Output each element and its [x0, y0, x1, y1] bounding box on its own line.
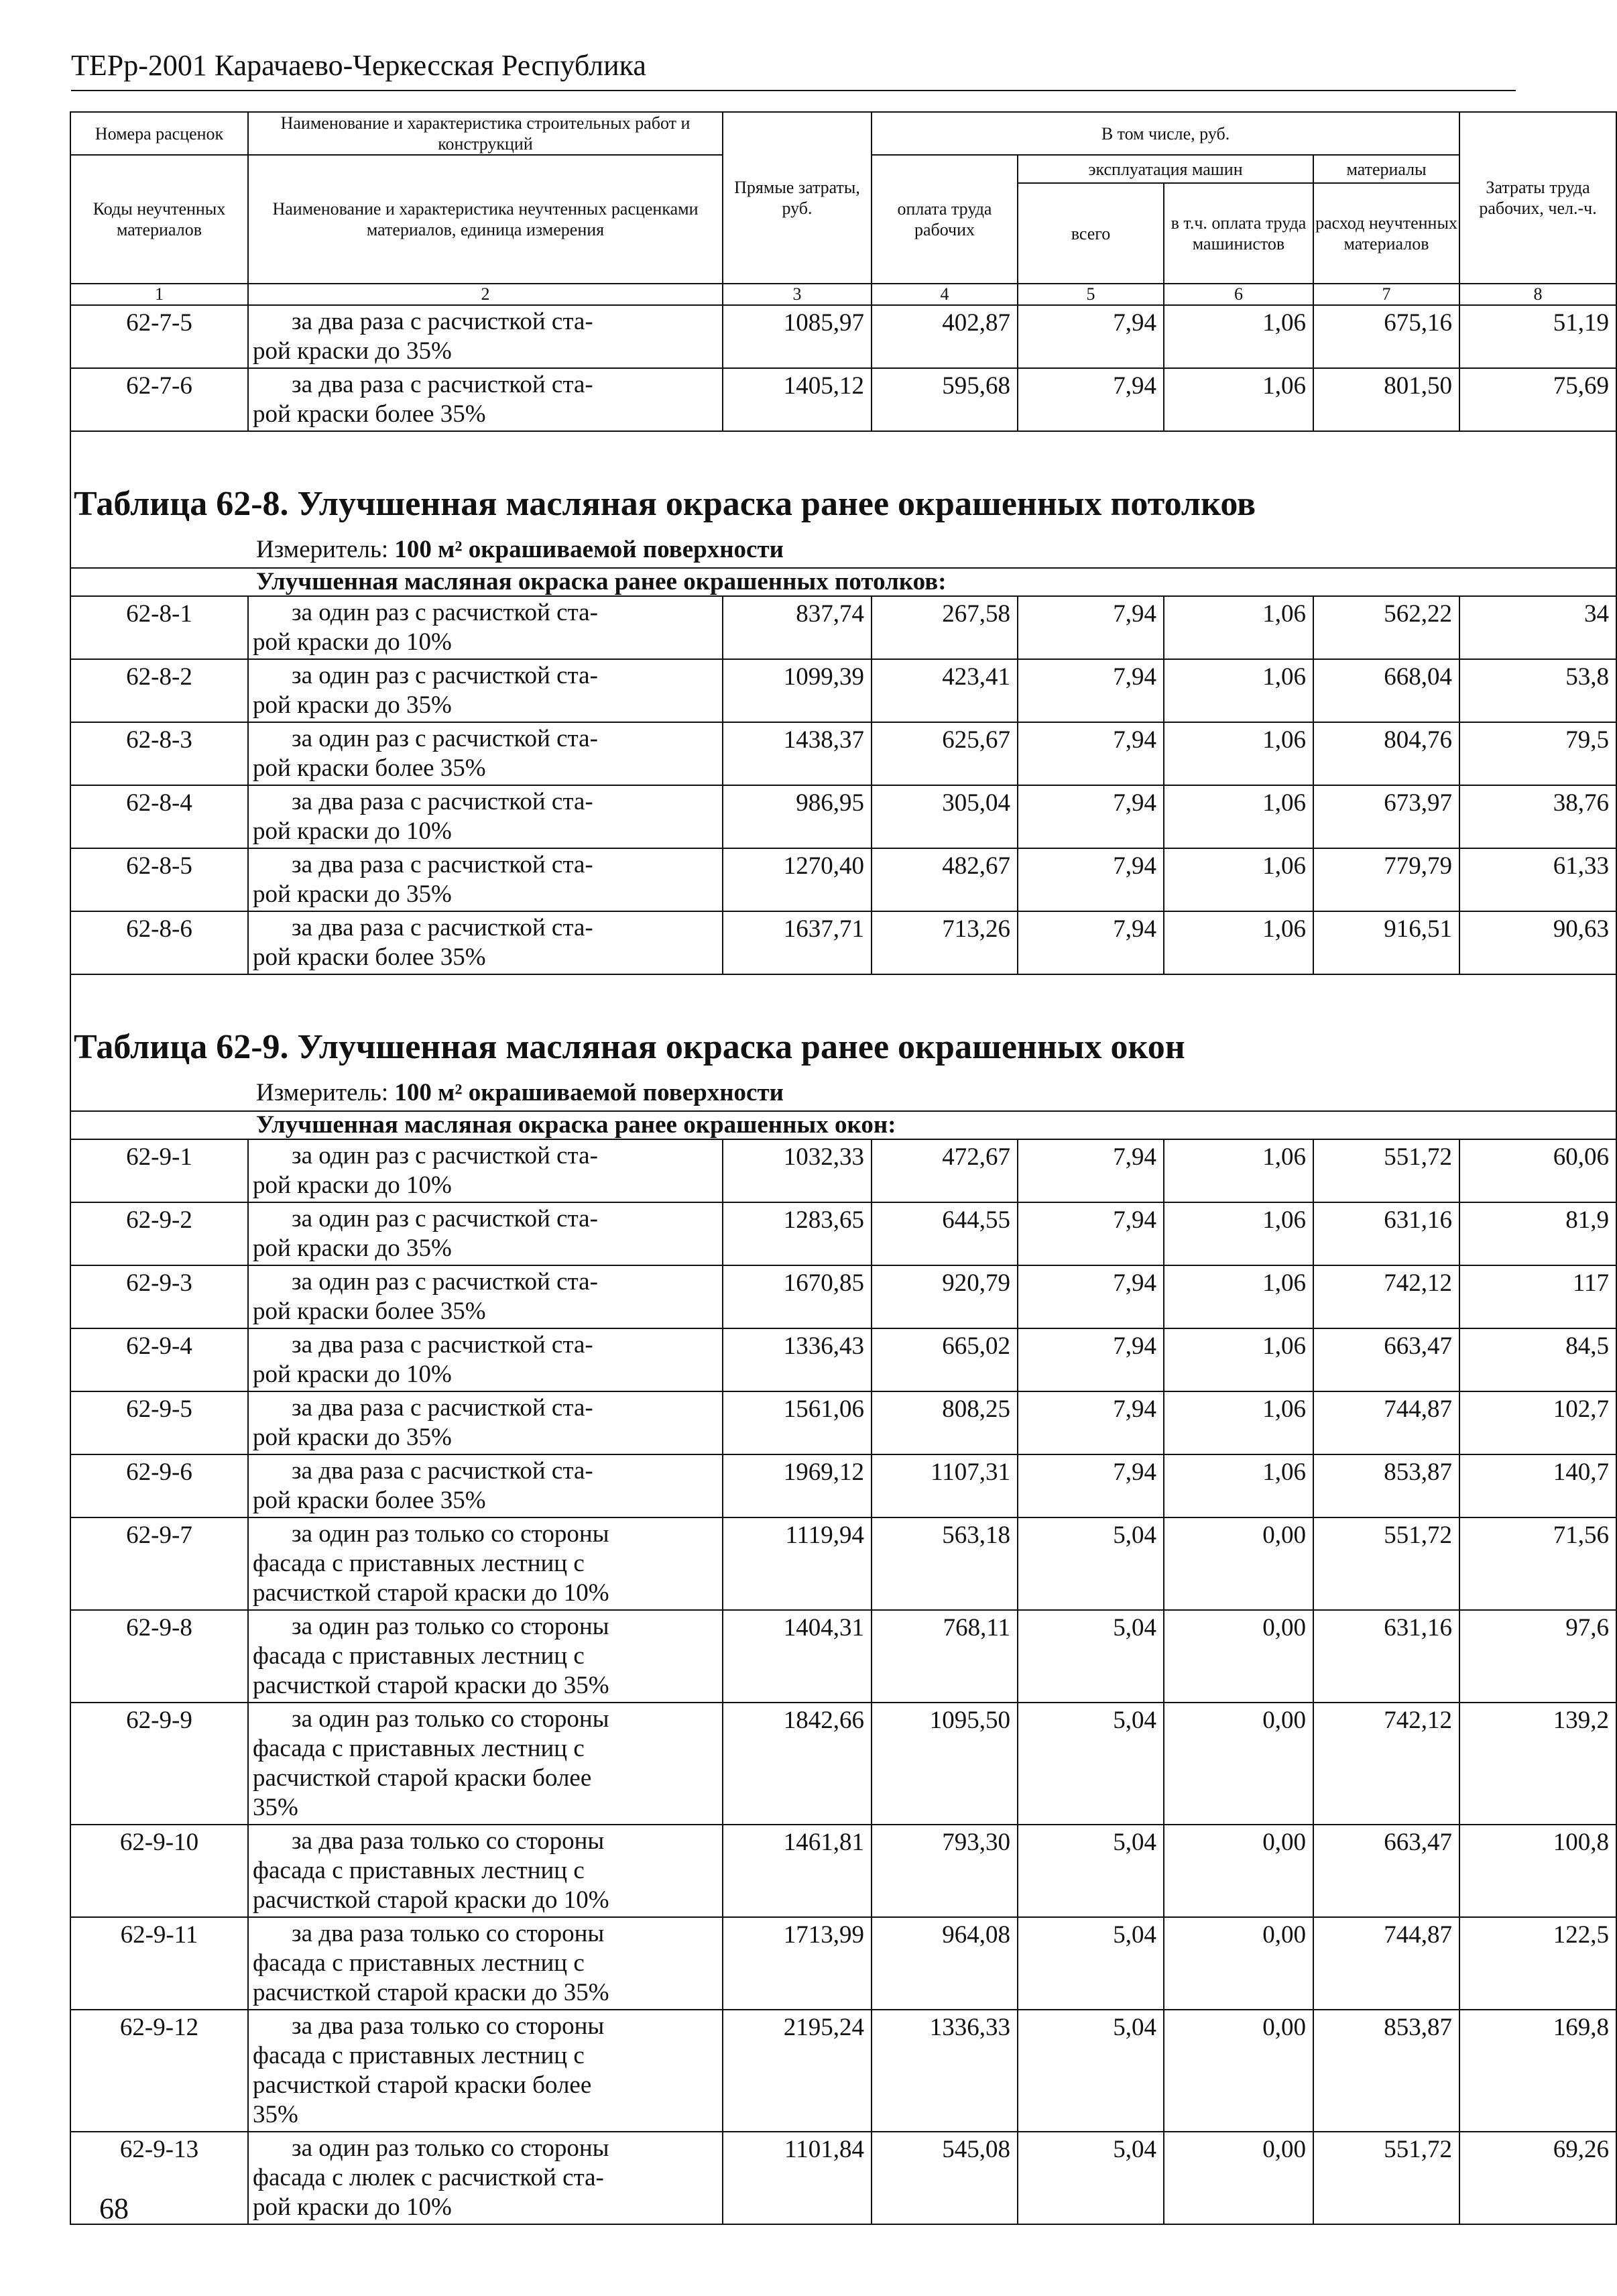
description-line: фасада с приставных лестниц с — [253, 1550, 585, 1578]
cell-materials-cost: 551,72 — [1313, 1517, 1459, 1610]
cell-machine-ops: 5,04 — [1018, 2010, 1164, 2132]
description-line: фасада с приставных лестниц с — [253, 1949, 585, 1977]
description-line: 35% — [253, 2101, 298, 2129]
cell-machinist-pay: 1,06 — [1164, 596, 1313, 659]
cell-direct-costs: 1336,43 — [723, 1328, 872, 1391]
row-description — [248, 1454, 723, 1517]
col-number: 6 — [1164, 284, 1313, 305]
cell-labor-pay: 713,26 — [872, 911, 1018, 974]
description-line: фасада с приставных лестниц с — [253, 2042, 585, 2070]
table-row — [70, 368, 1616, 431]
row-code: 62-8-3 — [70, 722, 248, 785]
cell-machinist-pay: 1,06 — [1164, 848, 1313, 911]
row-code: 62-9-12 — [70, 2010, 248, 2132]
cell-labor-hours: 81,9 — [1459, 1202, 1616, 1265]
description-line: рой краски до 35% — [253, 880, 452, 909]
cell-machine-ops: 7,94 — [1018, 1265, 1164, 1328]
row-code: 62-9-6 — [70, 1454, 248, 1517]
cell-machine-ops: 5,04 — [1018, 1825, 1164, 1917]
description-line: за один раз с расчисткой ста- — [292, 599, 598, 627]
description-line: рой краски до 35% — [253, 1235, 452, 1263]
header-machine-total: всего — [1018, 183, 1164, 284]
row-description — [248, 1391, 723, 1454]
row-description — [248, 785, 723, 848]
row-description — [248, 2132, 723, 2224]
description-line: за один раз с расчисткой ста- — [292, 662, 598, 690]
cell-labor-pay: 563,18 — [872, 1517, 1018, 1610]
row-code: 62-8-2 — [70, 659, 248, 722]
cell-direct-costs: 1119,94 — [723, 1517, 872, 1610]
cell-materials-cost: 663,47 — [1313, 1825, 1459, 1917]
row-description — [248, 1328, 723, 1391]
cell-labor-pay: 1336,33 — [872, 2010, 1018, 2132]
cell-machinist-pay: 0,00 — [1164, 1517, 1313, 1610]
description-line: фасада с приставных лестниц с — [253, 1857, 585, 1885]
description-line: 35% — [253, 1794, 298, 1822]
meter-value: 100 м² окрашиваемой поверхности — [394, 1079, 784, 1107]
table-row — [70, 1454, 1616, 1517]
table-row — [70, 1703, 1616, 1825]
rows-62-7 — [70, 305, 1616, 431]
table-row — [70, 2132, 1616, 2224]
cell-direct-costs: 837,74 — [723, 596, 872, 659]
description-line: рой краски до 10% — [253, 1361, 452, 1389]
cell-machinist-pay: 1,06 — [1164, 1454, 1313, 1517]
col-number: 1 — [70, 284, 248, 305]
row-description — [248, 1139, 723, 1202]
cell-machine-ops: 5,04 — [1018, 2132, 1164, 2224]
cell-labor-hours: 69,26 — [1459, 2132, 1616, 2224]
table-62-8-meter — [70, 535, 1616, 568]
row-description — [248, 1825, 723, 1917]
cell-direct-costs: 1099,39 — [723, 659, 872, 722]
cell-labor-pay: 964,08 — [872, 1917, 1018, 2010]
cell-direct-costs: 986,95 — [723, 785, 872, 848]
description-line: фасада с приставных лестниц с — [253, 1735, 585, 1763]
col-number: 7 — [1313, 284, 1459, 305]
table-row — [70, 722, 1616, 785]
description-line: рой краски более 35% — [253, 1298, 486, 1326]
cell-machine-ops: 5,04 — [1018, 1517, 1164, 1610]
description-line: за два раза только со стороны — [292, 1827, 605, 1855]
row-description — [248, 305, 723, 368]
cell-machinist-pay: 1,06 — [1164, 1265, 1313, 1328]
description-line: за два раза с расчисткой ста- — [292, 851, 593, 879]
cell-machine-ops: 5,04 — [1018, 1703, 1164, 1825]
cell-materials-cost: 779,79 — [1313, 848, 1459, 911]
table-row — [70, 659, 1616, 722]
table-row — [70, 1610, 1616, 1703]
description-line: за два раза с расчисткой ста- — [292, 371, 593, 399]
cell-labor-hours: 117 — [1459, 1265, 1616, 1328]
page-title: ТЕРр-2001 Карачаево-Черкесская Республика — [71, 49, 646, 82]
cell-labor-pay: 808,25 — [872, 1391, 1018, 1454]
cell-materials-cost: 916,51 — [1313, 911, 1459, 974]
table-row — [70, 1328, 1616, 1391]
header-codes-top: Номера расценок — [70, 112, 248, 155]
description-line: расчисткой старой краски более — [253, 2071, 592, 2100]
row-code: 62-9-2 — [70, 1202, 248, 1265]
cell-labor-pay: 482,67 — [872, 848, 1018, 911]
cell-labor-pay: 402,87 — [872, 305, 1018, 368]
description-line: расчисткой старой краски до 10% — [253, 1579, 609, 1607]
row-code: 62-9-8 — [70, 1610, 248, 1703]
cell-machine-ops: 7,94 — [1018, 1139, 1164, 1202]
cell-labor-hours: 139,2 — [1459, 1703, 1616, 1825]
header-codes-bottom: Коды неучтенных материалов — [70, 155, 248, 284]
cell-direct-costs: 1461,81 — [723, 1825, 872, 1917]
description-line: за один раз только со стороны — [292, 1705, 609, 1733]
cell-machinist-pay: 1,06 — [1164, 1391, 1313, 1454]
cell-materials-cost: 562,22 — [1313, 596, 1459, 659]
col-number: 3 — [723, 284, 872, 305]
cell-direct-costs: 1270,40 — [723, 848, 872, 911]
table-row — [70, 1265, 1616, 1328]
description-line: рой краски более 35% — [253, 943, 486, 972]
cell-labor-hours: 122,5 — [1459, 1917, 1616, 2010]
table-row — [70, 1825, 1616, 1917]
description-line: фасада с приставных лестниц с — [253, 1642, 585, 1670]
table-row — [70, 1139, 1616, 1202]
cell-materials-cost: 551,72 — [1313, 2132, 1459, 2224]
cell-machine-ops: 7,94 — [1018, 785, 1164, 848]
row-description — [248, 2010, 723, 2132]
cell-materials-cost: 744,87 — [1313, 1917, 1459, 2010]
row-code: 62-9-3 — [70, 1265, 248, 1328]
cell-labor-pay: 545,08 — [872, 2132, 1018, 2224]
row-description — [248, 368, 723, 431]
table-row — [70, 1202, 1616, 1265]
cell-machine-ops: 5,04 — [1018, 1917, 1164, 2010]
description-line: расчисткой старой краски до 10% — [253, 1886, 609, 1914]
cell-materials-cost: 673,97 — [1313, 785, 1459, 848]
cell-labor-hours: 79,5 — [1459, 722, 1616, 785]
row-description — [248, 1703, 723, 1825]
row-code: 62-9-11 — [70, 1917, 248, 2010]
cell-direct-costs: 1405,12 — [723, 368, 872, 431]
cell-materials-cost: 631,16 — [1313, 1610, 1459, 1703]
description-line: рой краски до 10% — [253, 2193, 452, 2222]
description-line: за один раз с расчисткой ста- — [292, 1142, 598, 1170]
col-number: 2 — [248, 284, 723, 305]
description-line: рой краски более 35% — [253, 400, 486, 428]
cell-materials-cost: 742,12 — [1313, 1703, 1459, 1825]
row-code: 62-8-5 — [70, 848, 248, 911]
cell-labor-pay: 793,30 — [872, 1825, 1018, 1917]
description-line: расчисткой старой краски до 35% — [253, 1672, 609, 1700]
row-code: 62-8-4 — [70, 785, 248, 848]
cell-labor-hours: 34 — [1459, 596, 1616, 659]
cell-labor-hours: 38,76 — [1459, 785, 1616, 848]
cell-machinist-pay: 0,00 — [1164, 2132, 1313, 2224]
row-code: 62-9-1 — [70, 1139, 248, 1202]
row-description — [248, 1265, 723, 1328]
cell-labor-hours: 97,6 — [1459, 1610, 1616, 1703]
cell-machine-ops: 7,94 — [1018, 305, 1164, 368]
cell-labor-hours: 90,63 — [1459, 911, 1616, 974]
description-line: за два раза с расчисткой ста- — [292, 788, 593, 816]
cell-direct-costs: 1713,99 — [723, 1917, 872, 2010]
meter-label: Измеритель: — [256, 1079, 395, 1107]
table-row — [70, 305, 1616, 368]
cell-machine-ops: 7,94 — [1018, 1328, 1164, 1391]
row-description — [248, 659, 723, 722]
cell-machine-ops: 7,94 — [1018, 1454, 1164, 1517]
cell-machinist-pay: 0,00 — [1164, 2010, 1313, 2132]
row-description — [248, 1610, 723, 1703]
cell-labor-pay: 644,55 — [872, 1202, 1018, 1265]
cell-machinist-pay: 1,06 — [1164, 305, 1313, 368]
table-62-9-heading — [70, 974, 1616, 1139]
row-description — [248, 848, 723, 911]
description-line: рой краски до 35% — [253, 691, 452, 720]
cell-direct-costs: 1438,37 — [723, 722, 872, 785]
table-62-9-title: Таблица 62-9. Улучшенная масляная окраска ранее окрашенных окон — [70, 1027, 1616, 1078]
cell-labor-pay: 472,67 — [872, 1139, 1018, 1202]
table-spacer — [70, 974, 1616, 1027]
cell-labor-pay: 665,02 — [872, 1328, 1018, 1391]
cell-labor-pay: 267,58 — [872, 596, 1018, 659]
cell-labor-pay: 305,04 — [872, 785, 1018, 848]
page-number: 68 — [99, 2192, 129, 2225]
row-description — [248, 1917, 723, 2010]
cell-machinist-pay: 0,00 — [1164, 1703, 1313, 1825]
header-machine-ops: эксплуатация машин — [1018, 155, 1313, 183]
cell-direct-costs: 1283,65 — [723, 1202, 872, 1265]
cell-labor-hours: 100,8 — [1459, 1825, 1616, 1917]
cell-materials-cost: 668,04 — [1313, 659, 1459, 722]
table-62-8-heading — [70, 431, 1616, 596]
cell-labor-hours: 102,7 — [1459, 1391, 1616, 1454]
cell-machinist-pay: 1,06 — [1164, 911, 1313, 974]
cell-materials-cost: 663,47 — [1313, 1328, 1459, 1391]
description-line: за один раз только со стороны — [292, 2134, 609, 2163]
table-62-8-section: Улучшенная масляная окраска ранее окрашенных потолков: — [70, 568, 1616, 596]
cell-labor-hours: 75,69 — [1459, 368, 1616, 431]
description-line: за один раз только со стороны — [292, 1613, 609, 1641]
description-line: за два раза только со стороны — [292, 1920, 605, 1948]
header-unaccounted-materials: расход неучтенных материалов — [1313, 183, 1459, 284]
description-line: за один раз с расчисткой ста- — [292, 725, 598, 753]
header-labor-pay: оплата труда рабочих — [872, 155, 1018, 284]
row-description — [248, 722, 723, 785]
cell-direct-costs: 1101,84 — [723, 2132, 872, 2224]
cell-labor-pay: 423,41 — [872, 659, 1018, 722]
description-line: рой краски до 10% — [253, 628, 452, 656]
description-line: рой краски более 35% — [253, 754, 486, 783]
header-name-bottom: Наименование и характеристика неучтенных расценками материалов, единица измерения — [248, 155, 723, 284]
cell-labor-pay: 595,68 — [872, 368, 1018, 431]
row-description — [248, 1202, 723, 1265]
cell-direct-costs: 2195,24 — [723, 2010, 872, 2132]
description-line: расчисткой старой краски до 35% — [253, 1979, 609, 2007]
cell-materials-cost: 804,76 — [1313, 722, 1459, 785]
description-line: за два раза с расчисткой ста- — [292, 1457, 593, 1485]
cell-machine-ops: 7,94 — [1018, 659, 1164, 722]
cell-machinist-pay: 1,06 — [1164, 659, 1313, 722]
row-code: 62-9-4 — [70, 1328, 248, 1391]
row-description — [248, 596, 723, 659]
cell-machine-ops: 7,94 — [1018, 911, 1164, 974]
row-code: 62-7-6 — [70, 368, 248, 431]
table-row — [70, 1517, 1616, 1610]
cell-labor-pay: 768,11 — [872, 1610, 1018, 1703]
row-code: 62-7-5 — [70, 305, 248, 368]
col-number: 5 — [1018, 284, 1164, 305]
cell-machine-ops: 7,94 — [1018, 722, 1164, 785]
table-row — [70, 1391, 1616, 1454]
cell-direct-costs: 1561,06 — [723, 1391, 872, 1454]
table-62-9-section: Улучшенная масляная окраска ранее окрашенных окон: — [70, 1111, 1616, 1139]
description-line: за один раз с расчисткой ста- — [292, 1268, 598, 1296]
description-line: расчисткой старой краски более — [253, 1764, 592, 1792]
table-row — [70, 1917, 1616, 2010]
cell-machinist-pay: 0,00 — [1164, 1917, 1313, 2010]
description-line: рой краски до 10% — [253, 817, 452, 846]
cell-machine-ops: 7,94 — [1018, 848, 1164, 911]
description-line: за один раз только со стороны — [292, 1520, 609, 1548]
cell-machine-ops: 7,94 — [1018, 596, 1164, 659]
title-rule — [71, 90, 1516, 91]
description-line: за два раза с расчисткой ста- — [292, 1331, 593, 1359]
table-62-8-title: Таблица 62-8. Улучшенная масляная окраска ранее окрашенных потолков — [70, 484, 1616, 535]
cell-labor-hours: 61,33 — [1459, 848, 1616, 911]
row-description — [248, 1517, 723, 1610]
cell-direct-costs: 1032,33 — [723, 1139, 872, 1202]
row-code: 62-9-10 — [70, 1825, 248, 1917]
cell-labor-hours: 71,56 — [1459, 1517, 1616, 1610]
header-machinist-pay: в т.ч. оплата труда машинистов — [1164, 183, 1313, 284]
description-line: за два раза только со стороны — [292, 2012, 605, 2041]
row-code: 62-9-13 — [70, 2132, 248, 2224]
cell-machinist-pay: 0,00 — [1164, 1610, 1313, 1703]
rows-62-8 — [70, 596, 1616, 974]
header-labor-costs: Затраты труда рабочих, чел.-ч. — [1459, 112, 1616, 284]
cell-labor-hours: 60,06 — [1459, 1139, 1616, 1202]
cell-machinist-pay: 1,06 — [1164, 785, 1313, 848]
cell-direct-costs: 1842,66 — [723, 1703, 872, 1825]
cell-materials-cost: 675,16 — [1313, 305, 1459, 368]
cell-machinist-pay: 1,06 — [1164, 1139, 1313, 1202]
row-code: 62-9-7 — [70, 1517, 248, 1610]
description-line: рой краски до 35% — [253, 337, 452, 365]
row-code: 62-8-1 — [70, 596, 248, 659]
cell-labor-hours: 84,5 — [1459, 1328, 1616, 1391]
header-materials: материалы — [1313, 155, 1459, 183]
col-number: 8 — [1459, 284, 1616, 305]
cell-labor-hours: 53,8 — [1459, 659, 1616, 722]
cell-machine-ops: 5,04 — [1018, 1610, 1164, 1703]
cell-machinist-pay: 1,06 — [1164, 722, 1313, 785]
col-number: 4 — [872, 284, 1018, 305]
price-table — [70, 111, 1617, 2225]
cell-labor-hours: 51,19 — [1459, 305, 1616, 368]
cell-materials-cost: 853,87 — [1313, 1454, 1459, 1517]
cell-materials-cost: 801,50 — [1313, 368, 1459, 431]
cell-machine-ops: 7,94 — [1018, 1391, 1164, 1454]
cell-materials-cost: 631,16 — [1313, 1202, 1459, 1265]
cell-labor-hours: 140,7 — [1459, 1454, 1616, 1517]
cell-direct-costs: 1670,85 — [723, 1265, 872, 1328]
description-line: за два раза с расчисткой ста- — [292, 914, 593, 942]
cell-labor-pay: 920,79 — [872, 1265, 1018, 1328]
header-including: В том числе, руб. — [872, 112, 1459, 155]
cell-direct-costs: 1085,97 — [723, 305, 872, 368]
cell-machine-ops: 7,94 — [1018, 368, 1164, 431]
row-code: 62-8-6 — [70, 911, 248, 974]
table-row — [70, 2010, 1616, 2132]
cell-direct-costs: 1637,71 — [723, 911, 872, 974]
table-row — [70, 848, 1616, 911]
cell-direct-costs: 1404,31 — [723, 1610, 872, 1703]
description-line: за один раз с расчисткой ста- — [292, 1205, 598, 1233]
table-row — [70, 785, 1616, 848]
cell-machine-ops: 7,94 — [1018, 1202, 1164, 1265]
cell-materials-cost: 853,87 — [1313, 2010, 1459, 2132]
row-code: 62-9-5 — [70, 1391, 248, 1454]
header-direct-costs: Прямые затраты, руб. — [723, 112, 872, 284]
meter-label: Измеритель: — [256, 536, 395, 564]
cell-machinist-pay: 0,00 — [1164, 1825, 1313, 1917]
description-line: рой краски до 10% — [253, 1171, 452, 1200]
description-line: рой краски более 35% — [253, 1487, 486, 1515]
table-row — [70, 911, 1616, 974]
meter-value: 100 м² окрашиваемой поверхности — [394, 536, 784, 564]
cell-labor-pay: 1107,31 — [872, 1454, 1018, 1517]
header-name-top: Наименование и характеристика строительных работ и конструкций — [248, 112, 723, 155]
description-line: рой краски до 35% — [253, 1424, 452, 1452]
description-line: фасада с люлек с расчисткой ста- — [253, 2164, 604, 2192]
description-line: за два раза с расчисткой ста- — [292, 1394, 593, 1422]
table-62-9-meter — [70, 1078, 1616, 1111]
cell-machinist-pay: 1,06 — [1164, 368, 1313, 431]
description-line: за два раза с расчисткой ста- — [292, 308, 593, 336]
cell-materials-cost: 551,72 — [1313, 1139, 1459, 1202]
table-row — [70, 596, 1616, 659]
cell-labor-pay: 1095,50 — [872, 1703, 1018, 1825]
cell-machinist-pay: 1,06 — [1164, 1202, 1313, 1265]
row-code: 62-9-9 — [70, 1703, 248, 1825]
cell-materials-cost: 744,87 — [1313, 1391, 1459, 1454]
table-spacer — [70, 431, 1616, 484]
rows-62-9 — [70, 1139, 1616, 2224]
cell-labor-pay: 625,67 — [872, 722, 1018, 785]
row-description — [248, 911, 723, 974]
cell-direct-costs: 1969,12 — [723, 1454, 872, 1517]
cell-labor-hours: 169,8 — [1459, 2010, 1616, 2132]
cell-machinist-pay: 1,06 — [1164, 1328, 1313, 1391]
cell-materials-cost: 742,12 — [1313, 1265, 1459, 1328]
